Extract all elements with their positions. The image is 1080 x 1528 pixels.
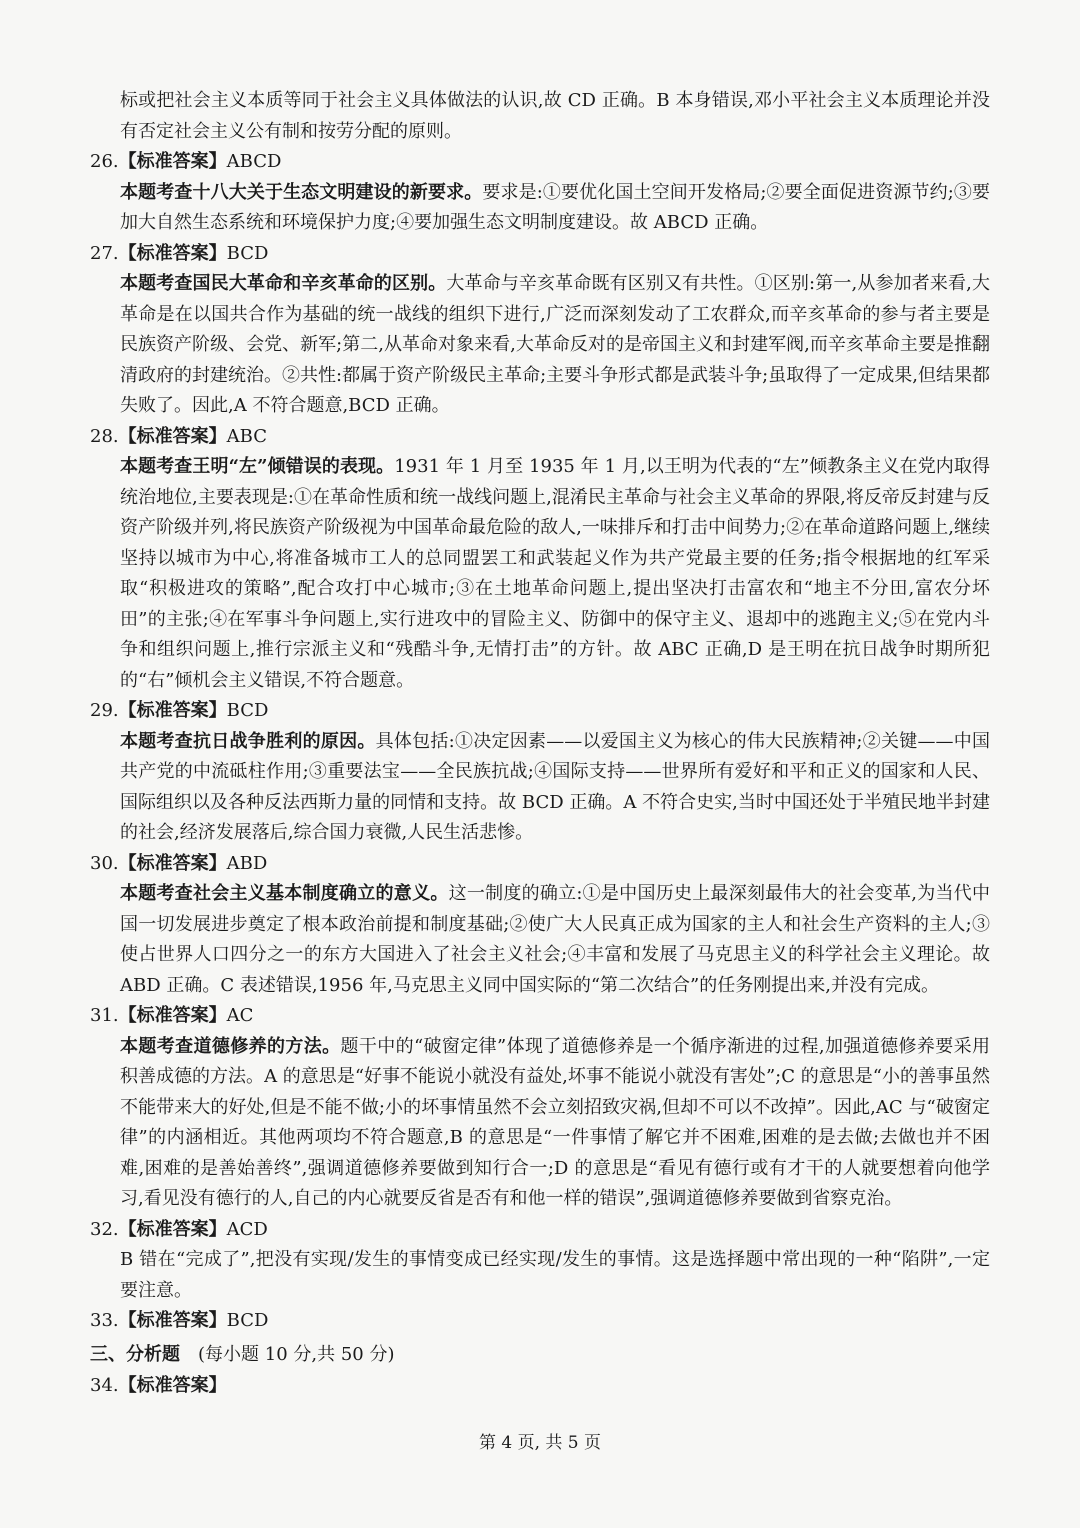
section-note: (每小题 10 分,共 50 分) [198, 1343, 395, 1365]
question-number: 28. [90, 425, 119, 447]
answer-header-28 [90, 422, 990, 453]
answer-value: BCD [226, 242, 269, 264]
explanation-28 [120, 452, 990, 696]
answer-value: AC [226, 1005, 254, 1026]
question-number: 27. [90, 242, 119, 264]
question-number: 33. [90, 1310, 119, 1331]
intro-paragraph: 标或把社会主义本质等同于社会主义具体做法的认识,故 CD 正确。B 本身错误,邓小平社会主义本质理论并没有否定社会主义公有制和按劳分配的原则。 [120, 90, 990, 142]
answer-tag: 【标准答案】 [118, 242, 227, 264]
answer-tag: 【标准答案】 [118, 151, 227, 172]
question-number: 30. [90, 852, 119, 874]
answer-content [90, 86, 990, 1401]
page-footer: 第 4 页, 共 5 页 [478, 1433, 602, 1453]
answer-header-29 [90, 696, 990, 727]
explanation-29 [120, 727, 990, 849]
answer-header-34 [90, 1371, 990, 1402]
answer-header-30 [90, 849, 990, 880]
explanation-lead: 本题考查王明“左”倾错误的表现。 [120, 456, 395, 477]
explanation-text: 1931 年 1 月至 1935 年 1 月,以王明为代表的“左”倾教条主义在党内取得统治地位,主要表现是:①在革命性质和统一战线问题上,混淆民主革命与社会主义革命的界限,将反帝反封建与反资产阶级并列,将民族资产阶级视为中国革命最危险的敌人,一味排斥和打击中间势力;②在革命道路问题上,继续坚持以城市为中心,将准备城市工人的总同盟罢工和武装起义作为共产党最主要的任务;指令根据地的红军采取“积极进攻的策略”,配合攻打中心城市;③在土地革命问题上,提出坚决打击富农和“地主不分田,富农分坏田”的主张;④在军事斗争问题上,实行进攻中的冒险主义、防御中的保守主义、退却中的逃跑主义;⑤在党内斗争和组织问题上,推行宗派主义和“残酷斗争,无情打击”的方针。故 ABC 正确,D 是王明在抗日战争时期所犯的“右”倾机会主义错误,不符合题意。 [120, 456, 990, 691]
explanation-text: 这一制度的确立:①是中国历史上最深刻最伟大的社会变革,为当代中国一切发展进步奠定了根本政治前提和制度基础;②使广大人民真正成为国家的主人和社会生产资料的主人;③使占世界人口四分之一的东方大国进入了社会主义社会;④丰富和发展了马克思主义的科学社会主义理论。故 ABD 正确。C 表述错误,1956 年,马克思主义同中国实际的“第二次结合”的任务刚提出来,并没有完成。 [120, 883, 990, 996]
question-number: 31. [90, 1005, 119, 1026]
answer-value: ABCD [226, 151, 282, 172]
answer-tag: 【标准答案】 [118, 852, 227, 874]
answer-header-33 [90, 1306, 990, 1337]
explanation-text: 要求是:①要优化国土空间开发格局;②要全面促进资源节约;③要加大自然生态系统和环境保护力度;④要加强生态文明制度建设。故 ABCD 正确。 [120, 181, 990, 233]
section-title: 三、分析题 [90, 1343, 180, 1365]
answer-header-27 [90, 239, 990, 270]
answer-header-26 [90, 147, 990, 178]
answer-tag: 【标准答案】 [118, 1218, 227, 1240]
explanation-30 [120, 879, 990, 1001]
answer-tag: 【标准答案】 [118, 1005, 227, 1026]
explanation-32: B 错在“完成了”,把没有实现/发生的事情变成已经实现/发生的事情。这是选择题中常出现的一种“陷阱”,一定要注意。 [120, 1249, 990, 1301]
explanation-lead: 本题考查抗日战争胜利的原因。 [120, 730, 376, 752]
answer-value: ABC [226, 425, 267, 447]
explanation-26 [120, 178, 990, 239]
question-number: 32. [90, 1218, 119, 1240]
answer-header-32 [90, 1215, 990, 1246]
answer-header-31 [90, 1001, 990, 1032]
explanation-text: 具体包括:①决定因素——以爱国主义为核心的伟大民族精神;②关键——中国共产党的中流砥柱作用;③重要法宝——全民族抗战;④国际支持——世界所有爱好和平和正义的国家和人民、国际组织以及各种反法西斯力量的同情和支持。故 BCD 正确。A 不符合史实,当时中国还处于半殖民地半封建的社会,经济发展落后,综合国力衰微,人民生活悲惨。 [120, 730, 990, 843]
explanation-lead: 本题考查国民大革命和辛亥革命的区别。 [120, 273, 447, 294]
explanation-27 [120, 269, 990, 422]
answer-value: ACD [226, 1218, 268, 1240]
answer-tag: 【标准答案】 [118, 700, 227, 721]
answer-tag: 【标准答案】 [118, 425, 227, 447]
explanation-lead: 本题考查十八大关于生态文明建设的新要求。 [120, 181, 483, 203]
explanation-31 [120, 1032, 990, 1215]
question-number: 34. [90, 1374, 119, 1396]
answer-tag: 【标准答案】 [118, 1310, 227, 1331]
explanation-lead: 本题考查道德修养的方法。 [120, 1035, 341, 1057]
question-number: 26. [90, 151, 119, 172]
section-heading [90, 1339, 990, 1371]
explanation-text: 题干中的“破窗定律”体现了道德修养是一个循序渐进的过程,加强道德修养要采用积善成德的方法。A 的意思是“好事不能说小就没有益处,坏事不能说小就没有害处”;C 的意思是“小的善事虽然不能带来大的好处,但是不能不做;小的坏事情虽然不会立刻招致灾祸,但却不可以不改掉”。因此,AC 与“破窗定律”的内涵相近。其他两项均不符合题意,B 的意思是“一件事情了解它并不困难,困难的是去做;去做也并不困难,困难的是善始善终”,强调道德修养要做到知行合一;D 的意思是“看见有德行或有才干的人就要想着向他学习,看见没有德行的人,自己的内心就要反省是否有和他一样的错误”,强调道德修养要做到省察克治。 [120, 1035, 990, 1209]
answer-value: BCD [226, 700, 269, 721]
explanation-text: 大革命与辛亥革命既有区别又有共性。①区别:第一,从参加者来看,大革命是在以国共合作为基础的统一战线的组织下进行,广泛而深刻发动了工农群众,而辛亥革命的参与者主要是民族资产阶级、会党、新军;第二,从革命对象来看,大革命反对的是帝国主义和封建军阀,而辛亥革命主要是推翻清政府的封建统治。②共性:都属于资产阶级民主革命;主要斗争形式都是武装斗争;虽取得了一定成果,但结果都失败了。因此,A 不符合题意,BCD 正确。 [120, 273, 990, 416]
answer-value: BCD [226, 1310, 269, 1331]
explanation-lead: 本题考查社会主义基本制度确立的意义。 [120, 883, 449, 904]
question-number: 29. [90, 700, 119, 721]
answer-value: ABD [226, 852, 268, 874]
answer-tag: 【标准答案】 [118, 1374, 227, 1396]
